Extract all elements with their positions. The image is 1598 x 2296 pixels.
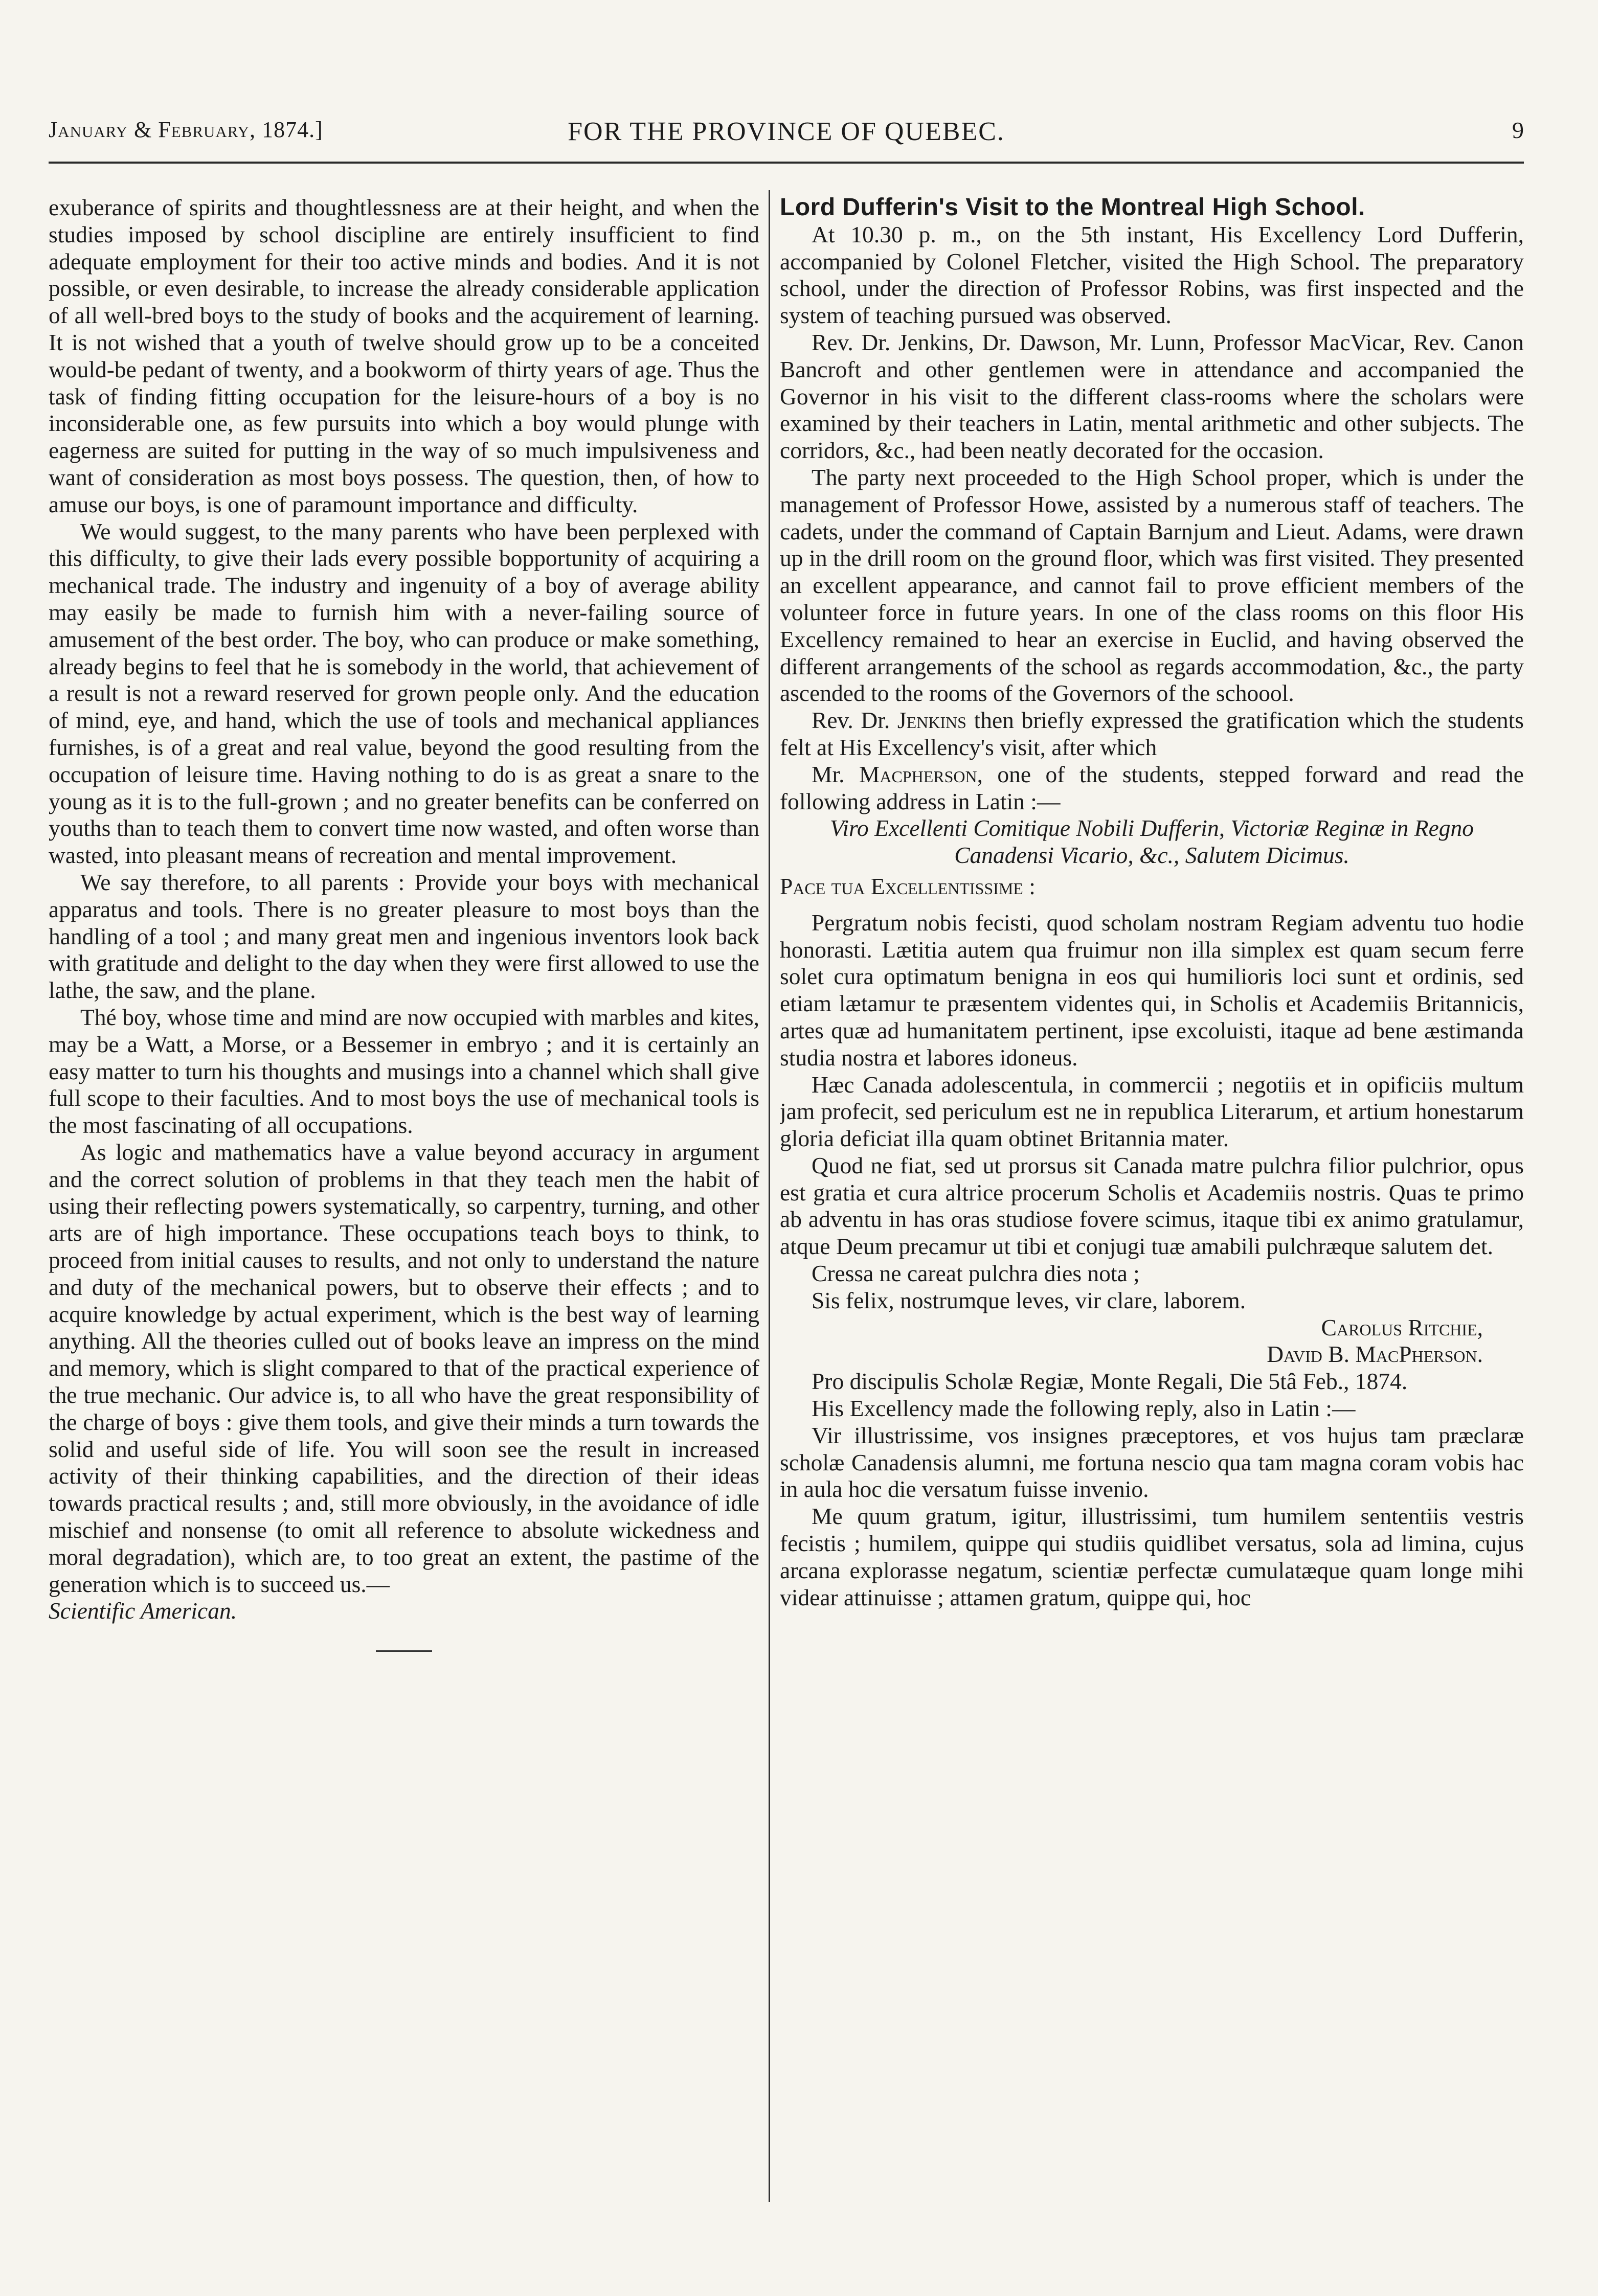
left-column xyxy=(49,194,759,2203)
verse-line-1: Cressa ne careat pulchra dies nota ; xyxy=(812,1260,1140,1287)
right-column xyxy=(780,194,1524,2203)
jenkins-name: Jenkins xyxy=(897,707,966,734)
column-divider xyxy=(769,190,770,2202)
signature-1: Carolus Ritchie, xyxy=(1321,1314,1483,1340)
macpherson-name: Macpherson xyxy=(859,761,977,787)
right-paragraph-3: The party next proceeded to the High School proper, which is under the management of Professor Howe, assisted by a numerous staff of teachers. The cadets, under the command of Captain Barnjum and Lieut. Adams, were drawn up in the drill room on the ground floor, which was first visited. They presented an excellent appearance, and cannot fail to prove efficient members of the volunteer force in future years. In one of the class rooms on this floor His Excellency remained to hear an exercise in Euclid, and having observed the different arrangements of the school as regards accommodation, &c., the party ascended to the rooms of the Governors of the schoool. xyxy=(780,464,1524,707)
left-paragraph-1: exuberance of spirits and thoughtlessness are at their height, and when the studies imposed by school discipline are entirely insufficient to find adequate employment for their too active minds and bodies. And it is not possible, or even desirable, to increase the already considerable application of all well-bred boys to the study of books and the acquirement of learning. It is not wished that a youth of twelve should grow up to be a conceited would-be pedant of twenty, and a bookworm of thirty years of age. Thus the task of finding fitting occupation for the leisure-hours of a boy is no inconsiderable one, as few pursuits into which a boy would plunge with eagerness are suited for putting in the way of so much impulsiveness and want of consideration as most boys possess. The question, then, of how to amuse our boys, is one of paramount importance and difficulty. xyxy=(49,194,759,517)
macpherson-paragraph xyxy=(780,761,1524,815)
latin-salutation: Pace tua Excellentissime : xyxy=(780,873,1036,899)
page-header xyxy=(49,117,1524,152)
article-title: Lord Dufferin's Visit to the Montreal High School. xyxy=(780,194,1365,221)
jenkins-text: then briefly expressed the gratification which the students felt at His Excellency's visit, after which xyxy=(780,707,1524,760)
closing-paragraph-3: Vir illustrissime, vos insignes præceptores, et vos hujus tam præclaræ scholæ Canadensis alumni, me fortuna nescio qua tam magna coram vobis hac in aula hoc die versatum fuisse invenio. xyxy=(780,1422,1524,1503)
left-paragraph-3: We say therefore, to all parents : Provide your boys with mechanical apparatus and tools. There is no greater pleasure to most boys than the handling of a tool ; and many great men and ingenious inventors look back with gratitude and delight to the day when they were first allowed to use the lathe, the saw, and the plane. xyxy=(49,869,759,1004)
macpherson-text: , one of the students, stepped forward and read the following address in Latin :— xyxy=(780,761,1524,814)
verse-line-2: Sis felix, nostrumque leves, vir clare, laborem. xyxy=(812,1287,1246,1313)
header-page-number: 9 xyxy=(1512,117,1524,143)
right-paragraph-2: Rev. Dr. Jenkins, Dr. Dawson, Mr. Lunn, Professor MacVicar, Rev. Canon Bancroft and other gentlemen were in attendance and accompanied the Governor in his visit to the different class-rooms where the scholars were examined by their teachers in Latin, mental arithmetic and other subjects. The corridors, &c., had been neatly decorated for the occasion. xyxy=(780,329,1524,464)
header-rule xyxy=(49,162,1524,164)
latin-paragraph-2: Hæc Canada adolescentula, in commercii ; negotiis et in opificiis multum jam profecit, sed periculum est ne in republica Literarum, et artium honestarum gloria deficiat illa quam obtinet Britannia mater. xyxy=(780,1071,1524,1152)
article-citation: Scientific American. xyxy=(49,1598,237,1624)
latin-paragraph-1: Pergratum nobis fecisti, quod scholam nostram Regiam adventu tuo hodie honorasti. Lætitia autem qua fruimur non illa simplex est quam secum ferre solet cura optimatum benigna in eos qui humilioris loci sunt et ordinis, sed etiam lætamur te præsentem videntes qui, in Scholis et Academiis Britannicis, artes quæ ad humanitatem pertinent, ipse excoluisti, itaque ad bene æstimanda studia nostra et labores idoneus. xyxy=(780,909,1524,1071)
latin-address-heading: Viro Excellenti Comitique Nobili Dufferin, Victoriæ Reginæ in Regno Canadensi Vicario, &c., Salutem Dicimus. xyxy=(829,815,1474,869)
closing-paragraph-1: Pro discipulis Scholæ Regiæ, Monte Regali, Die 5tâ Feb., 1874. xyxy=(812,1368,1408,1395)
left-paragraph-2: We would suggest, to the many parents who have been perplexed with this difficulty, to give their lads every possible bopportunity of acquiring a mechanical trade. The industry and ingenuity of a boy of average ability may easily be made to furnish him with a never-failing source of amusement of the best order. The boy, who can produce or make something, already begins to feel that he is somebody in the world, that achievement of a result is not a reward reserved for grown people only. And the education of mind, eye, and hand, which the use of tools and mechanical appliances furnishes, is of a great and real value, beyond the good resulting from the occupation of leisure time. Having nothing to do is as great a snare to the young as it is to the full-grown ; and no greater benefits can be conferred on youths than to teach them to convert time now wasted, and often worse than wasted, into pleasant means of recreation and mental improvement. xyxy=(49,518,759,869)
closing-paragraph-2: His Excellency made the following reply, also in Latin :— xyxy=(812,1395,1356,1422)
right-paragraph-1: At 10.30 p. m., on the 5th instant, His Excellency Lord Dufferin, accompanied by Colonel Fletcher, visited the High School. The preparatory school, under the direction of Professor Robins, was first inspected and the system of teaching pursued was observed. xyxy=(780,221,1524,329)
latin-paragraph-3: Quod ne fiat, sed ut prorsus sit Canada matre pulchra filior pulchrior, opus est gratia et cura altrice procerum Scholis et Academiis nostris. Quas te primo ab adventu in has oras studiose fovere scimus, itaque tibi ex animo gratulamur, atque Deum precamur ut tibi et conjugi tuæ amabili pulchræque salutem det. xyxy=(780,1152,1524,1260)
jenkins-paragraph xyxy=(780,707,1524,761)
left-paragraph-5: As logic and mathematics have a value beyond accuracy in argument and the correct solution of problems in that they teach men the habit of using their reflecting powers systematically, so carpentry, turning, and other arts are of high importance. These occupations teach boys to think, to proceed from initial causes to results, and not only to understand the nature and duty of the mechanical powers, but to observe their effects ; and to acquire knowledge by actual experiment, which is the best way of learning anything. All the theories culled out of books leave an impress on the mind and memory, which is slight compared to that of the practical experience of the true mechanic. Our advice is, to all who have the great responsibility of the charge of boys : give them tools, and give their minds a turn towards the solid and useful side of life. You will soon see the result in increased activity of their thinking capabilities, and the direction of their ideas towards practical results ; and, still more obviously, in the avoidance of idle mischief and nonsense (to omit all reference to absolute wickedness and moral degradation), which are, to too great an extent, the pastime of the generation which is to succeed us.— xyxy=(49,1139,759,1597)
left-paragraph-4: Thé boy, whose time and mind are now occupied with marbles and kites, may be a Watt, a Morse, or a Bessemer in embryo ; and it is certainly an easy matter to turn his thoughts and musings into a channel which shall give full scope to their faculties. And to most boys the use of mechanical tools is the most fascinating of all occupations. xyxy=(49,1004,759,1139)
header-title: FOR THE PROVINCE OF QUEBEC. xyxy=(568,117,1005,146)
header-date: January & February, 1874.] xyxy=(49,117,323,142)
article-end-rule xyxy=(376,1650,432,1652)
jenkins-prefix: Rev. Dr. xyxy=(812,707,897,734)
signature-2: David B. MacPherson. xyxy=(1267,1341,1483,1368)
closing-paragraph-4: Me quum gratum, igitur, illustrissimi, tum humilem sententiis vestris fecistis ; humilem, quippe qui studiis quidlibet versatus, sola ad limina, cujus arcana explorasse negatum, scientiæ perfectæ cumulatæque quam longe mihi videar attinuisse ; attamen gratum, quippe qui, hoc xyxy=(780,1503,1524,1610)
macpherson-prefix: Mr. xyxy=(812,761,859,787)
